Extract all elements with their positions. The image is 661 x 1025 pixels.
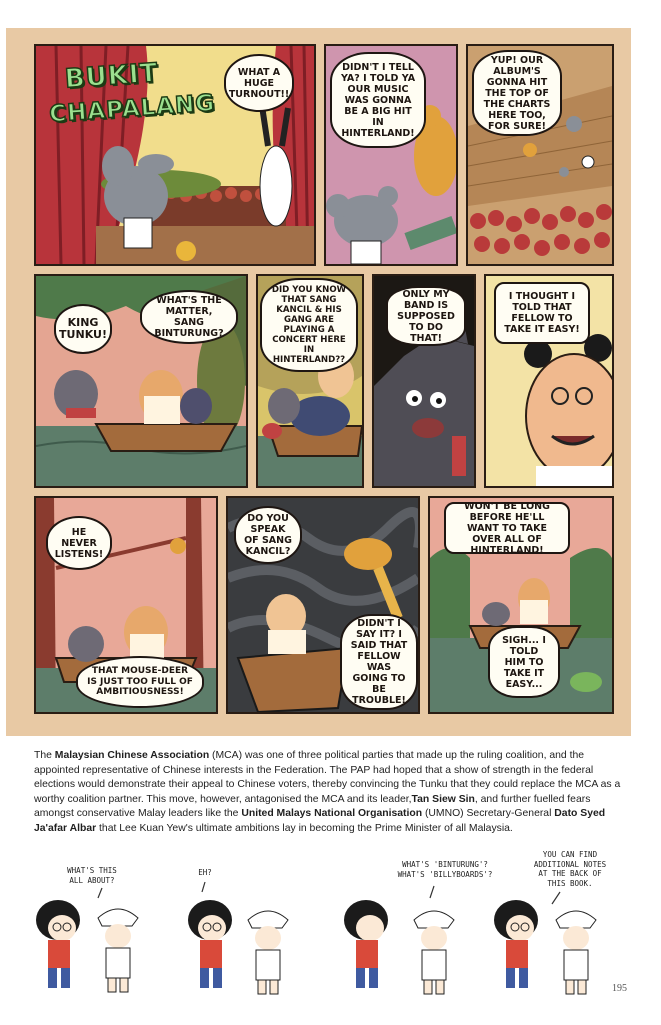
speech-bubble: ONLY MY BAND IS SUPPOSED TO DO THAT! — [386, 286, 466, 346]
caption-run: , and further fuelled fears amongst conservative Malay leaders like the — [34, 793, 591, 820]
speech-bubble: THAT MOUSE-DEER IS JUST TOO FULL OF AMBITIOUSNESS! — [76, 656, 204, 708]
panel-2 — [324, 44, 458, 266]
term-mca: Malaysian Chinese Association — [54, 750, 210, 761]
speech-bubble: KING TUNKU! — [54, 304, 112, 354]
speech-bubble: DIDN'T I TELL YA? I TOLD YA OUR MUSIC WAS GONNA BE A BIG HIT IN HINTERLAND! — [330, 52, 426, 148]
narrator-bubble: YOU CAN FIND ADDITIONAL NOTES AT THE BACK OF THIS BOOK. — [533, 850, 607, 888]
panel-8 — [34, 496, 218, 714]
speech-bubble: DIDN'T I SAY IT? I SAID THAT FELLOW WAS GOING TO BE TROUBLE! — [340, 614, 418, 710]
caption-run: (MCA) was one of three political parties that made up the ruling coalition, and the appointed representative of Chinese interests in the Federation. The PAP had hoped that a show of strength in the federal elections would demonstrate their appeal to Chinese voters, thereby convincing the Tunku that they could replace the MCA as a worthy coalition partner. This move, however, antagonised the MCA and its leader, — [34, 750, 621, 805]
caption-run: that Lee Kuan Yew's ultimate ambitions lay in becoming the Prime Minister of all Malaysia. — [96, 822, 513, 834]
speech-bubble: YUP! OUR ALBUM'S GONNA HIT THE TOP OF THE CHARTS HERE TOO, FOR SURE! — [472, 50, 562, 136]
narrator-bubble: EH? — [198, 868, 212, 877]
comic-title-logo — [46, 52, 216, 131]
panel-9 — [226, 496, 420, 714]
caption-run: (UMNO) Secretary-General — [422, 808, 555, 820]
narrator-bubble: WHAT'S 'BINTURUNG'? WHAT'S 'BILLYBOARDS'? — [397, 860, 493, 879]
panel-10 — [428, 496, 614, 714]
narrator-bubble: WHAT'S THIS ALL ABOUT? — [67, 866, 117, 885]
panel-7 — [484, 274, 614, 488]
speech-bubble: HE NEVER LISTENS! — [46, 516, 112, 570]
girl-figure — [98, 909, 138, 992]
speech-bubble: WON'T BE LONG BEFORE HE'LL WANT TO TAKE OVER ALL OF HINTERLAND! — [444, 502, 570, 554]
narrator-strip — [0, 840, 661, 1020]
caption-run: The — [34, 750, 55, 761]
speech-bubble: WHAT A HUGE TURNOUT!! — [224, 54, 294, 112]
term-albar: Dato Syed Ja'afar Albar — [34, 808, 606, 834]
girl-figure — [414, 911, 454, 994]
term-umno: United Malays National Organisation — [241, 808, 423, 820]
speech-bubble: DID YOU KNOW THAT SANG KANCIL & HIS GANG ARE PLAYING A CONCERT HERE IN HINTERLAND?? — [260, 278, 358, 372]
speech-bubble: SIGH... I TOLD HIM TO TAKE IT EASY... — [488, 626, 560, 698]
panel-3 — [466, 44, 614, 266]
title-line-2: CHAPALANG — [48, 90, 216, 128]
title-line-1: BUKIT — [63, 58, 160, 95]
speech-bubble: DO YOU SPEAK OF SANG KANCIL? — [234, 506, 302, 564]
term-tan-siew-sin: Tan Siew Sin — [411, 793, 475, 805]
panel-6 — [372, 274, 476, 488]
boy-figure — [344, 900, 388, 988]
narrator-figures — [0, 840, 661, 1020]
speech-bubble: I THOUGHT I TOLD THAT FELLOW TO TAKE IT EASY! — [494, 282, 590, 344]
girl-figure — [556, 911, 596, 994]
panel-1 — [34, 44, 316, 266]
page-number: 195 — [612, 983, 627, 994]
boy-figure — [36, 900, 80, 988]
caption-text — [34, 749, 626, 837]
boy-figure — [188, 900, 232, 988]
girl-figure — [248, 911, 288, 994]
speech-bubble: WHAT'S THE MATTER, SANG BINTURUNG? — [140, 290, 238, 344]
boy-figure — [494, 900, 538, 988]
panel-4 — [34, 274, 248, 488]
comic-page — [6, 28, 631, 736]
panel-5 — [256, 274, 364, 488]
